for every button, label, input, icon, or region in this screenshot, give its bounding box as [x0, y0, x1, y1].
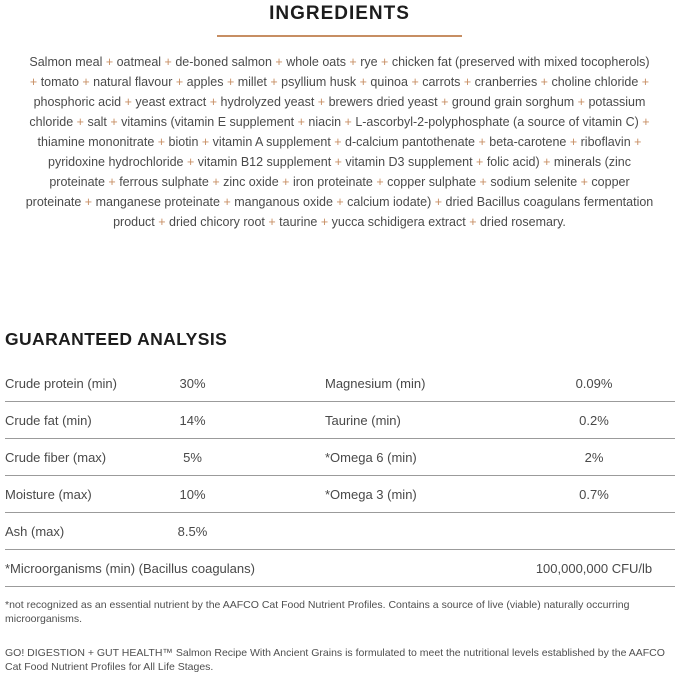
plus-separator: +: [29, 75, 41, 89]
plus-separator: +: [332, 195, 348, 209]
plus-separator: +: [278, 175, 293, 189]
plus-separator: +: [219, 195, 235, 209]
guaranteed-analysis-title: GUARANTEED ANALYSIS: [5, 329, 228, 349]
ingredients-title: INGREDIENTS: [269, 3, 410, 24]
plus-separator: +: [566, 135, 581, 149]
plus-separator: +: [266, 75, 282, 89]
plus-separator: +: [574, 95, 589, 109]
plus-separator: +: [475, 135, 490, 149]
plus-separator: +: [208, 175, 224, 189]
ga-value: 100,000,000 CFU/lb: [535, 560, 653, 576]
ga-value: 0.7%: [579, 486, 609, 502]
ga-row: [5, 402, 675, 439]
plus-separator: +: [460, 75, 475, 89]
ga-value: 10%: [179, 486, 206, 502]
plus-separator: +: [630, 135, 642, 149]
plus-separator: +: [539, 155, 554, 169]
ga-row-microorganisms: [5, 550, 675, 587]
plus-separator: +: [172, 75, 187, 89]
plus-separator: +: [121, 95, 136, 109]
plus-separator: +: [638, 75, 650, 89]
plus-separator: +: [161, 55, 176, 69]
plus-separator: +: [577, 175, 592, 189]
plus-separator: +: [81, 195, 96, 209]
plus-separator: +: [264, 215, 280, 229]
ga-value: 0.09%: [575, 375, 613, 391]
plus-separator: +: [73, 115, 88, 129]
plus-separator: +: [331, 155, 346, 169]
ga-value: 0.2%: [579, 412, 609, 428]
plus-separator: +: [78, 75, 94, 89]
plus-separator: +: [437, 95, 452, 109]
plus-separator: +: [377, 55, 392, 69]
plus-separator: +: [537, 75, 552, 89]
plus-separator: +: [465, 215, 480, 229]
ga-label: Crude protein (min): [5, 375, 117, 391]
plus-separator: +: [271, 55, 287, 69]
plus-separator: +: [106, 115, 122, 129]
plus-separator: +: [314, 95, 329, 109]
ga-label: Crude fiber (max): [5, 449, 107, 465]
ga-label: *Omega 6 (min): [325, 449, 417, 465]
plus-separator: +: [476, 175, 491, 189]
plus-separator: +: [183, 155, 198, 169]
plus-separator: +: [154, 135, 169, 149]
guaranteed-analysis-table: [5, 365, 675, 587]
ga-label: Magnesium (min): [325, 375, 426, 391]
ga-label: Ash (max): [5, 523, 65, 539]
plus-separator: +: [431, 195, 446, 209]
plus-separator: +: [294, 115, 309, 129]
plus-separator: +: [154, 215, 170, 229]
ga-value: 2%: [584, 449, 604, 465]
ga-value: 30%: [179, 375, 206, 391]
pet-food-label: [0, 3, 679, 680]
ga-row: [5, 513, 675, 550]
ingredients-text: Salmon meal + oatmeal + de-boned salmon + whole oats + rye + chicken fat (preserved with mixed tocopherols) + tomato + natural flavour + apples + millet + psyllium husk + quinoa + carrots + cranberries + choline chloride + phosphoric acid + yeast extract + hydrolyzed yeast + brewers dried yeast + ground grain sorghum + potassium chloride + salt + vitamins (vitamin E supplement + niacin + L-ascorbyl-2-polyphosphate (a source of vitamin C) + thiamine mononitrate + biotin + vitamin A supplement + d-calcium pantothenate + beta-carotene + riboflavin + pyridoxine hydrochloride + vitamin B12 supplement + vitamin D3 supplement + folic acid) + minerals (zinc proteinate + ferrous sulphate + zinc oxide + iron proteinate + copper sulphate + sodium selenite + copper proteinate + manganese proteinate + manganous oxide + calcium iodate) + dried Bacillus coagulans fermentation product + dried chicory root + taurine + yucca schidigera extract + dried rosemary.: [25, 55, 654, 229]
ga-label: Crude fat (min): [5, 412, 92, 428]
plus-separator: +: [356, 75, 371, 89]
ga-value: 14%: [179, 412, 206, 428]
plus-separator: +: [223, 75, 238, 89]
ga-row: [5, 365, 675, 402]
footnote-aafco-statement: GO! DIGESTION + GUT HEALTH™ Salmon Recipe With Ancient Grains is formulated to meet the nutritional levels established by the AAFCO Cat Food Nutrient Profiles for All Life Stages.: [5, 647, 665, 673]
plus-separator: +: [206, 95, 221, 109]
plus-separator: +: [198, 135, 213, 149]
ga-value: 8.5%: [177, 523, 208, 539]
plus-separator: +: [317, 215, 332, 229]
title-divider: [217, 35, 462, 37]
plus-separator: +: [345, 55, 361, 69]
ga-value: 5%: [183, 449, 202, 465]
plus-separator: +: [407, 75, 423, 89]
ga-label: *Omega 3 (min): [325, 486, 417, 502]
ga-label: Taurine (min): [325, 412, 401, 428]
ga-label: *Microorganisms (min) (Bacillus coagulans): [5, 560, 255, 576]
plus-separator: +: [330, 135, 346, 149]
plus-separator: +: [341, 115, 356, 129]
plus-separator: +: [104, 175, 120, 189]
plus-separator: +: [102, 55, 117, 69]
ga-label: Moisture (max): [5, 486, 92, 502]
plus-separator: +: [638, 115, 650, 129]
footnote-nutrient-note: *not recognized as an essential nutrient by the AAFCO Cat Food Nutrient Profiles. Contains a source of live (viable) naturally occurring microorganisms.: [5, 599, 630, 625]
plus-separator: +: [372, 175, 388, 189]
plus-separator: +: [472, 155, 487, 169]
ga-row: [5, 476, 675, 513]
ga-row: [5, 439, 675, 476]
